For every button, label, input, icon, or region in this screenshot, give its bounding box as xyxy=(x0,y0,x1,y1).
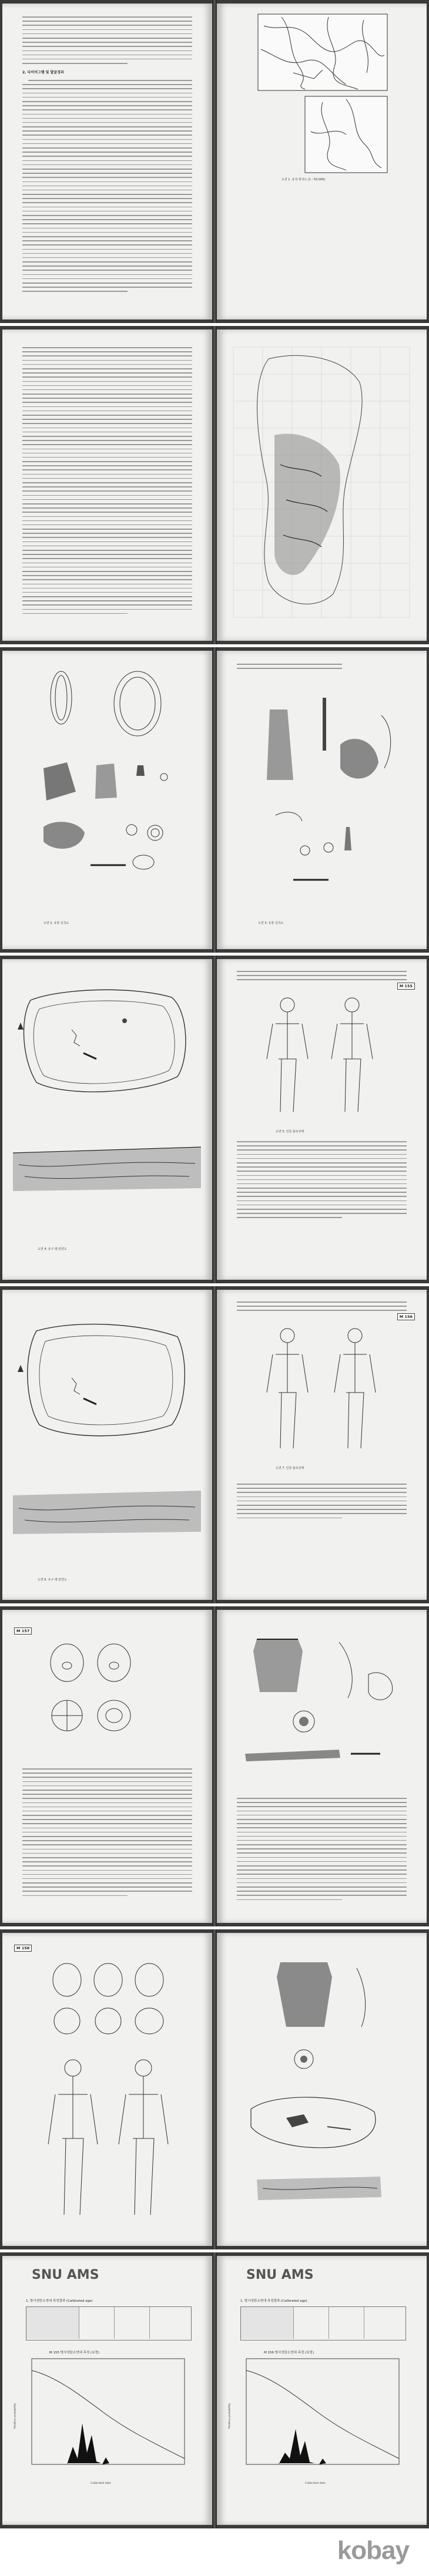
gutter xyxy=(212,1606,217,1926)
watermark: kobay xyxy=(337,2536,409,2565)
figure-caption: 도면 3. 유물 실측도 xyxy=(258,922,284,925)
page-4-left xyxy=(2,959,212,1280)
skull-and-skeleton-drawings xyxy=(20,1956,196,2232)
gutter xyxy=(212,1929,217,2249)
text-block xyxy=(22,347,192,617)
burial-number-tag: M 155 xyxy=(397,983,415,990)
x-axis-label: Calibrated date xyxy=(91,2482,111,2485)
calibration-chart xyxy=(32,2359,185,2476)
page-1-right xyxy=(217,4,427,320)
table-title: 1. 방사성탄소연대 측정결과 (Calibrated age) xyxy=(240,2299,307,2303)
page-5-right xyxy=(217,1290,427,1600)
artifact-drawings xyxy=(20,663,196,909)
calibration-chart xyxy=(246,2359,399,2476)
text-block xyxy=(22,16,192,67)
burial-number-tag: M 156 xyxy=(397,1313,415,1320)
x-axis-label: Calibrated date xyxy=(305,2482,326,2485)
text-block xyxy=(237,1302,407,1314)
site-grid-plan xyxy=(233,347,410,617)
burial-section xyxy=(13,1478,201,1542)
artifact-drawings xyxy=(234,674,411,909)
page-3-left xyxy=(2,651,212,949)
text-block xyxy=(22,1768,192,1899)
text-block xyxy=(22,80,192,295)
page-1-left xyxy=(2,4,212,320)
page-6-right xyxy=(217,1610,427,1923)
page-7-left xyxy=(2,1933,212,2246)
gutter xyxy=(212,2252,217,2528)
spread-1 xyxy=(0,0,429,323)
y-axis-label: Relative probability xyxy=(14,2403,17,2429)
page-6-left xyxy=(2,1610,212,1923)
spread-3 xyxy=(0,647,429,953)
page-2-left xyxy=(2,329,212,641)
artifact-drawings xyxy=(233,1627,410,1780)
section-heading: 2. 다이어그램 및 발굴경과 xyxy=(22,70,64,75)
spread-2 xyxy=(0,326,429,644)
results-table xyxy=(240,2306,406,2340)
spread-6 xyxy=(0,1606,429,1926)
page-4-right xyxy=(217,959,427,1280)
table-title: 1. 방사성탄소연대 측정결과 (Calibrated age) xyxy=(26,2299,93,2303)
gutter xyxy=(212,956,217,1283)
text-block xyxy=(237,1798,407,1904)
burial-number-tag: M 157 xyxy=(14,1627,32,1635)
figure-caption: 도면 7. 인골 출토상태 xyxy=(276,1467,304,1470)
skeleton-drawings xyxy=(246,1325,399,1454)
skull-drawings xyxy=(38,1639,167,1751)
figure-caption: 도면 4. 유구 평·단면도 xyxy=(38,1247,67,1251)
page-8-right xyxy=(217,2256,427,2525)
figure-caption: 도면 6. 유구 평·단면도 xyxy=(38,1578,67,1582)
gutter xyxy=(212,326,217,644)
y-axis-label: Relative probability xyxy=(228,2403,232,2429)
snu-ams-logo: SNU AMS xyxy=(246,2268,314,2282)
figure-caption: 도면 2. 유물 실측도 xyxy=(43,922,69,925)
text-block xyxy=(237,1484,407,1522)
page-3-right xyxy=(217,651,427,949)
gutter xyxy=(212,647,217,953)
location-map xyxy=(258,14,387,173)
burial-number-tag: M 158 xyxy=(14,1945,32,1952)
spread-5 xyxy=(0,1286,429,1603)
burial-plan xyxy=(13,1313,201,1460)
gutter xyxy=(212,1286,217,1603)
chart-title: M 155 방사성탄소연대 측정 (보정) xyxy=(49,2351,99,2355)
results-table xyxy=(26,2306,192,2340)
chart-title: M 156 방사성탄소연대 측정 (보정) xyxy=(264,2351,314,2355)
burial-plan xyxy=(13,977,201,1118)
gutter xyxy=(212,0,217,323)
spread-4 xyxy=(0,956,429,1283)
text-block xyxy=(237,1141,407,1222)
page-5-left xyxy=(2,1290,212,1600)
snu-ams-logo: SNU AMS xyxy=(32,2268,99,2282)
text-block xyxy=(237,971,407,984)
skeleton-drawings xyxy=(246,994,399,1118)
page-2-right xyxy=(217,329,427,641)
spread-8 xyxy=(0,2252,429,2528)
page-7-right xyxy=(217,1933,427,2246)
page-8-left xyxy=(2,2256,212,2525)
artifact-drawings xyxy=(233,1951,410,2232)
burial-section xyxy=(13,1135,201,1200)
spread-7 xyxy=(0,1929,429,2249)
figure-caption: 도면 5. 인골 출토상태 xyxy=(276,1130,304,1134)
text-block xyxy=(237,664,407,672)
figure-caption: 도면 1. 유적 위치도 (1 : 50,000) xyxy=(281,178,326,181)
